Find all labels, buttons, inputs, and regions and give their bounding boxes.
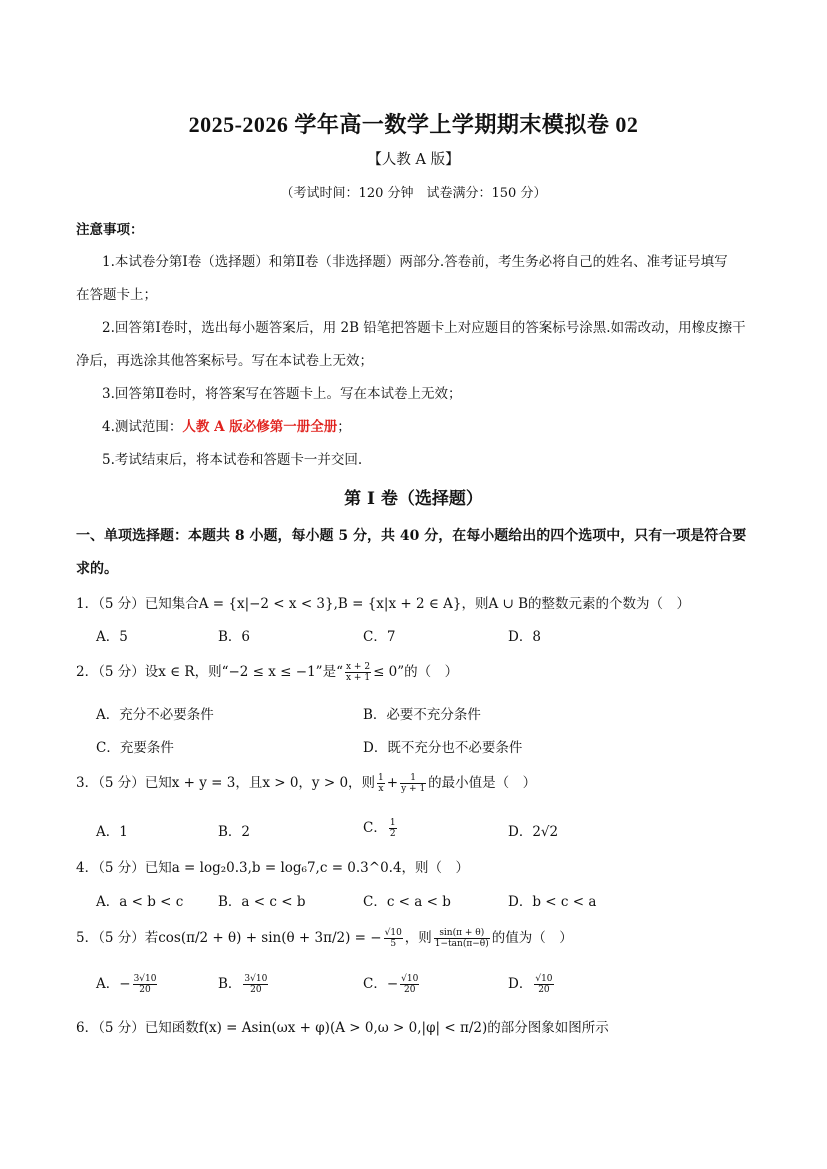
question-5-stem — [76, 926, 573, 949]
notice-item-1: 1.本试卷分第Ⅰ卷（选择题）和第Ⅱ卷（非选择题）两部分.答卷前，考生务必将自己的姓名、准考证号填写 — [102, 254, 728, 270]
question-4-option-d: D．b < c < a — [508, 894, 597, 910]
q5-value-num: √10 — [384, 928, 402, 938]
question-4-option-b: B．a < c < b — [218, 894, 306, 910]
q3-plus: + — [386, 775, 399, 791]
q5-option-d-fraction — [534, 974, 553, 995]
question-1-option-a: A．5 — [96, 629, 128, 645]
question-3-option-c — [363, 816, 399, 839]
q3-fraction-1-num: 1 — [378, 773, 384, 783]
q5-value-fraction — [384, 928, 403, 949]
q5-option-a-den: 20 — [139, 985, 151, 995]
question-3-option-d: D．2√2 — [508, 824, 559, 840]
q5-option-c-fraction — [400, 974, 419, 995]
test-scope: 人教 A 版必修第一册全册 — [182, 419, 338, 435]
q2-stem-prefix: 2．（5 分）设x ∈ R，则“−2 ≤ x ≤ −1”是“ — [76, 664, 343, 680]
q5-expr-num: sin(π + θ) — [434, 928, 490, 939]
q5-option-a-prefix: A．− — [96, 976, 131, 992]
q3-option-c-den: 2 — [389, 829, 396, 839]
notice-item-2-cont: 净后，再选涂其他答案标号。写在本试卷上无效； — [76, 353, 373, 369]
q5-option-c-prefix: C．− — [363, 976, 399, 992]
question-5-option-d — [508, 972, 556, 995]
q5-expr-den: 1−tan(π−θ) — [434, 939, 489, 949]
q5-option-b-prefix: B． — [218, 976, 242, 992]
q2-fraction — [345, 662, 371, 683]
q3-option-c-fraction — [389, 818, 397, 839]
q3-fraction-1 — [377, 773, 385, 794]
section-title: 第 I 卷（选择题） — [344, 489, 483, 509]
q5-option-b-num: 3√10 — [244, 974, 268, 984]
question-6-stem: 6．（5 分）已知函数f(x) = Asin(ωx + φ)(A > 0,ω > 0,|φ| < π/2)的部分图象如图所示 — [76, 1020, 609, 1036]
question-5-option-a — [96, 972, 159, 995]
notice-item-2: 2.回答第Ⅰ卷时，选出每小题答案后，用 2B 铅笔把答题卡上对应题目的答案标号涂黑.如需改动，用橡皮擦干 — [102, 320, 746, 336]
part-heading-cont: 求的。 — [76, 561, 118, 577]
q5-option-c-den: 20 — [404, 985, 416, 995]
q5-option-c-num: √10 — [401, 974, 419, 984]
q2-stem-suffix: ≤ 0”的（ ） — [373, 664, 459, 680]
q5-stem-mid: ，则 — [404, 930, 432, 946]
question-3-stem — [76, 771, 536, 794]
q5-option-b-fraction — [243, 974, 268, 995]
q3-fraction-2 — [400, 773, 426, 794]
notice-item-3: 3.回答第Ⅱ卷时，将答案写在答题卡上。写在本试卷上无效； — [102, 386, 462, 402]
question-1-option-c: C．7 — [363, 629, 396, 645]
q3-fraction-1-den: x — [378, 784, 384, 794]
q5-option-a-fraction — [133, 974, 158, 995]
part-heading: 一、单项选择题：本题共 8 小题，每小题 5 分，共 40 分，在每小题给出的四个选项中，只有一项是符合要 — [76, 528, 747, 544]
question-2-option-a: A．充分不必要条件 — [96, 707, 214, 723]
q5-option-b-den: 20 — [250, 985, 262, 995]
q2-fraction-den: x + 1 — [345, 673, 371, 683]
question-5-option-b — [218, 972, 270, 995]
exam-info: （考试时间：120 分钟 试卷满分：150 分） — [280, 186, 547, 201]
question-3-option-a: A．1 — [96, 824, 128, 840]
question-1-option-b: B．6 — [218, 629, 251, 645]
q2-fraction-num: x + 2 — [345, 662, 371, 672]
question-2-option-d: D．既不充分也不必要条件 — [363, 740, 523, 756]
notice-item-5: 5.考试结束后，将本试卷和答题卡一并交回. — [102, 452, 363, 468]
question-5-option-c — [363, 972, 421, 995]
question-4-stem: 4．（5 分）已知a = log₂0.3,b = log₆7,c = 0.3^0.4，则（ ） — [76, 860, 470, 876]
q5-option-d-num: √10 — [535, 974, 553, 984]
q5-expr-fraction — [434, 928, 490, 949]
q3-stem-suffix: 的最小值是（ ） — [428, 775, 537, 791]
q5-stem-suffix: 的值为（ ） — [491, 930, 573, 946]
exam-title: 2025-2026 学年高一数学上学期期末模拟卷 02 — [188, 112, 639, 137]
q3-fraction-2-num: 1 — [400, 773, 426, 784]
question-1-stem: 1．（5 分）已知集合A = {x|−2 < x < 3},B = {x|x + 2 ∈ A}，则A ∪ B的整数元素的个数为（ ） — [76, 596, 691, 612]
notice-item-1-cont: 在答题卡上； — [76, 287, 157, 303]
q3-option-c-prefix: C． — [363, 820, 387, 836]
question-4-option-a: A．a < b < c — [96, 894, 184, 910]
q5-option-d-prefix: D． — [508, 976, 533, 992]
question-2-stem — [76, 660, 458, 683]
question-3-option-b: B．2 — [218, 824, 251, 840]
question-1-option-d: D．8 — [508, 629, 541, 645]
q3-fraction-2-den: y + 1 — [401, 784, 426, 794]
q3-stem-prefix: 3．（5 分）已知x + y = 3，且x > 0，y > 0，则 — [76, 775, 376, 791]
q5-value-den: 5 — [390, 939, 397, 949]
q5-option-d-den: 20 — [538, 985, 550, 995]
q3-option-c-num: 1 — [389, 818, 396, 828]
notice-heading: 注意事项： — [76, 222, 144, 238]
q5-option-a-num: 3√10 — [133, 974, 157, 984]
notice-item-4-prefix: 4.测试范围： — [102, 419, 183, 435]
notice-item-4-suffix: ； — [337, 419, 351, 435]
notice-item-4 — [102, 415, 351, 435]
q5-stem-prefix: 5．（5 分）若cos(π/2 + θ) + sin(θ + 3π/2) = − — [76, 930, 382, 946]
edition-label: 【人教 A 版】 — [367, 152, 460, 168]
question-4-option-c: C．c < a < b — [363, 894, 451, 910]
question-2-option-b: B．必要不充分条件 — [363, 707, 481, 723]
question-2-option-c: C．充要条件 — [96, 740, 174, 756]
